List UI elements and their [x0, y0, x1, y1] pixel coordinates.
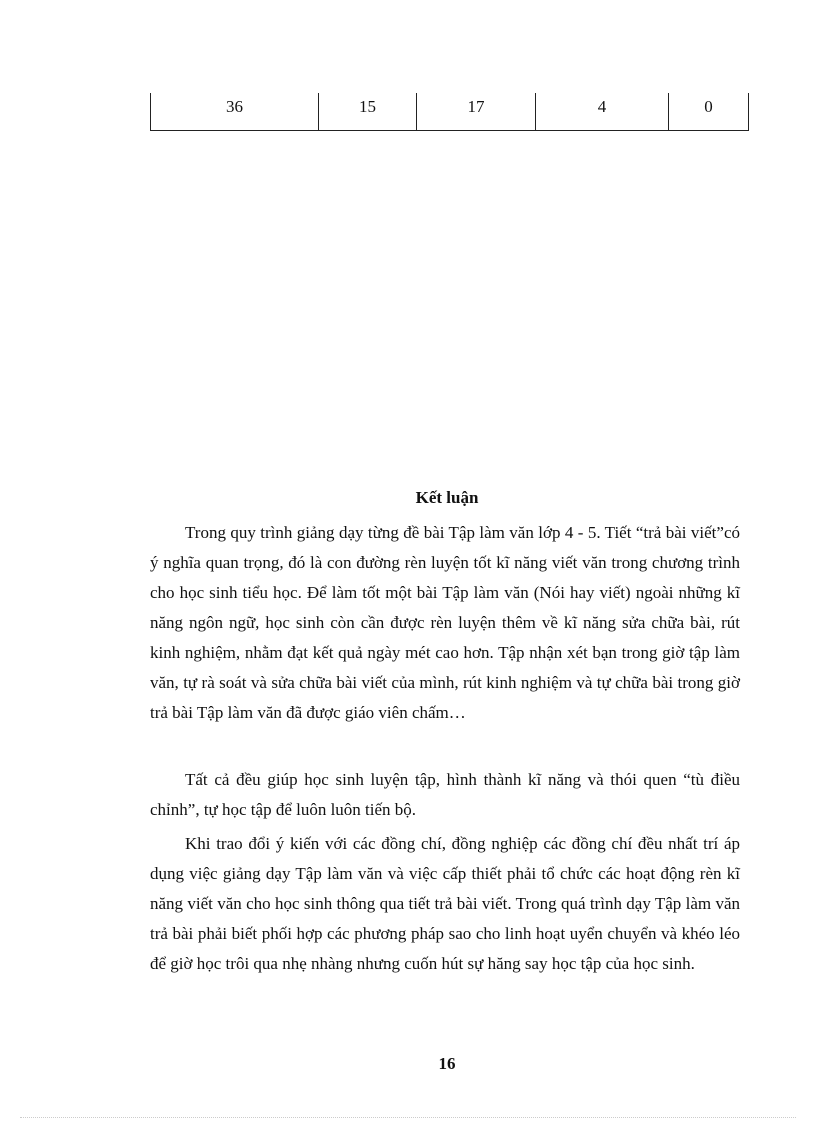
paragraph: Tất cả đều giúp học sinh luyện tập, hình thành kĩ năng và thói quen “tù điều chỉnh”, tự học tập để luôn luôn tiến bộ. [150, 770, 740, 819]
table-cell: 4 [536, 93, 669, 131]
table-cell: 15 [319, 93, 417, 131]
footer-divider [20, 1117, 796, 1118]
table-row [151, 93, 749, 131]
page-number: 16 [438, 1054, 456, 1073]
table-cell: 0 [669, 93, 749, 131]
paragraph: Khi trao đổi ý kiến với các đồng chí, đồng nghiệp các đồng chí đều nhất trí áp dụng việc giảng dạy Tập làm văn và việc cấp thiết phải tổ chức các hoạt động rèn kĩ năng viết văn cho học sinh thông qua tiết trả bài viết. Trong quá trình dạy Tập làm văn trả bài phải biết phối hợp các phương pháp sao cho linh hoạt uyển chuyển và khéo léo để giờ học trôi qua nhẹ nhàng nhưng cuốn hút sự hăng say học tập của học sinh. [150, 834, 740, 973]
results-table [150, 93, 749, 131]
table-cell: 17 [417, 93, 536, 131]
table-cell: 36 [151, 93, 319, 131]
section-heading: Kết luận [415, 488, 479, 507]
paragraph: Trong quy trình giảng dạy từng đề bài Tập làm văn lớp 4 - 5. Tiết “trả bài viết”có ý nghĩa quan trọng, đó là con đường rèn luyện tốt kĩ năng viết văn trong chương trình cho học sinh tiểu học. Để làm tốt một bài Tập làm văn (Nói hay viết) ngoài những kĩ năng ngôn ngữ, học sinh còn cần được rèn luyện thêm về kĩ năng sửa chữa bài, rút kinh nghiệm, nhằm đạt kết quả ngày mét cao hơn. Tập nhận xét bạn trong giờ tập làm văn, tự rà soát và sửa chữa bài viết của mình, rút kinh nghiệm và tự chữa bài trong giờ trả bài Tập làm văn đã được giáo viên chấm… [150, 523, 740, 722]
